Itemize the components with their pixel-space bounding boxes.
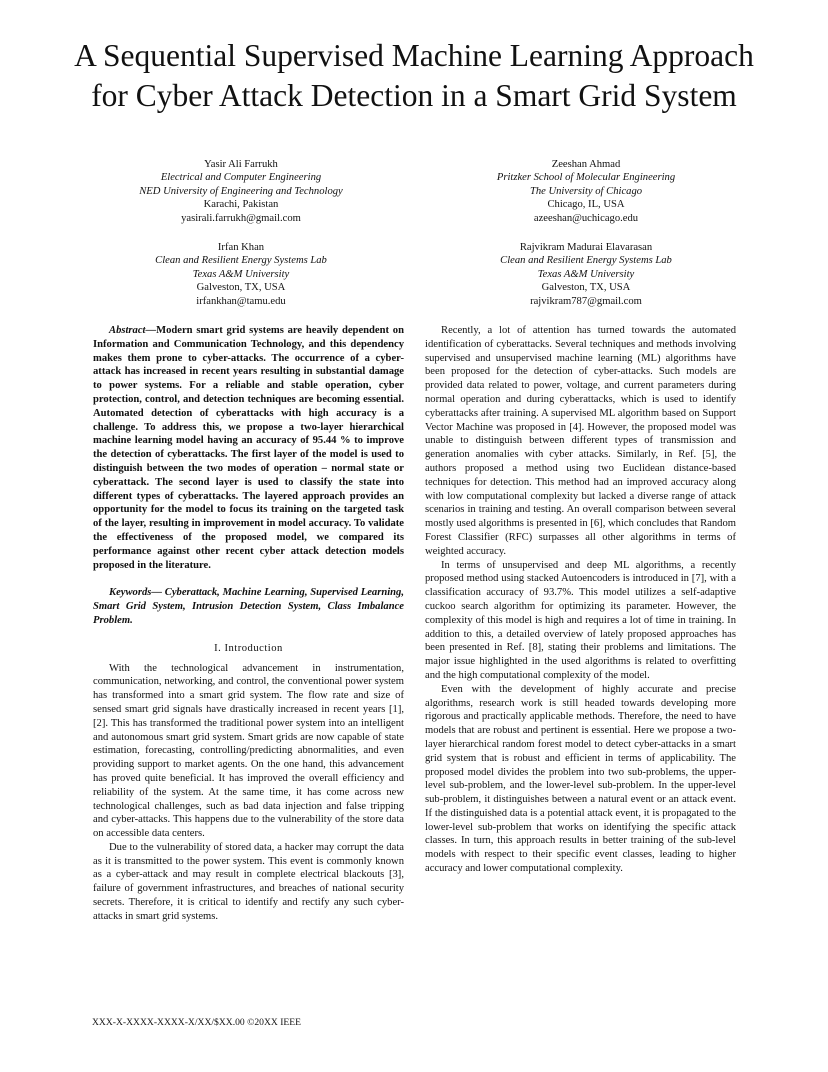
body-paragraph: Recently, a lot of attention has turned towards the automated identification of cyberattacks. Several techniques and methods involving supervised and unsupervised machine learning (ML) algorithms have been proposed for the detection of cyber-attacks. Such models are provided data related to power, voltage, and current parameters during normal operation and during cyberattacks, which is used to identify cyberattacks after training. A supervised ML algorithm based on Support Vector Machine was proposed in [4]. However, the proposed model was unable to distinguish between different types of transmission and generation anomalies with cyber attacks. Similarly, in Ref. [5], the authors proposed a method using two Euclidean distance-based techniques for detection. This method had an improved accuracy along with low computational complexity but lacked a diverse range of attack scenarios in training and testing. An overall comparison between several mostly used algorithms is presented in [6], which concludes that Random Forest Classifier (RFC) surpasses all other algorithms in terms of weighted accuracy. [425, 325, 736, 557]
right-column [425, 324, 736, 876]
author-block-1 [91, 158, 391, 225]
author-org: The University of Chicago [529, 185, 643, 197]
body-paragraph: Due to the vulnerability of stored data, a hacker may corrupt the data as it is transmitted to the power system. This event is commonly known as a cyber-attack and may result in complete electrical blackouts [3], failure of government infrastructures, and breaches of national security secrets. Therefore, it is critical to identify and rectify any such cyber-attacks in smart grid systems. [93, 841, 404, 922]
author-email: yasirali.farrukh@gmail.com [181, 212, 301, 224]
author-org: Texas A&M University [192, 268, 290, 280]
author-org: Texas A&M University [537, 268, 635, 280]
author-location: Galveston, TX, USA [541, 282, 631, 294]
author-email: irfankhan@tamu.edu [196, 295, 286, 307]
author-name: Rajvikram Madurai Elavarasan [519, 242, 653, 253]
abstract-text: —Modern smart grid systems are heavily dependent on Information and Communication Technology, and this dependency makes them prone to cyber-attacks. The occurrence of a cyber-attack has increased in recent years resulting in substantial damage to power systems. For a reliable and stable operation, cyber protection, control, and detection techniques are becoming essential. Automated detection of cyberattacks with high accuracy is a challenge. To address this, we propose a two-layer hierarchical machine learning model having an accuracy of 95.44 % to improve the detection of cyberattacks. The first layer of the model is used to distinguish between the two modes of operation – normal state or cyberattack. The second layer is used to classify the state into different types of cyberattacks. The layered approach provides an opportunity for the model to focus its training on the targeted task of the layer, resulting in improvement in model accuracy. To validate the effectiveness of the proposed model, we compared its performance against other recent cyber attack detection models proposed in the literature. [93, 325, 404, 571]
author-email: rajvikram787@gmail.com [530, 295, 642, 307]
author-location: Galveston, TX, USA [196, 282, 286, 294]
author-org: NED University of Engineering and Technology [139, 185, 343, 197]
author-block-3 [91, 241, 391, 308]
author-block-2 [436, 158, 736, 225]
author-block-4 [436, 241, 736, 308]
author-name: Irfan Khan [217, 242, 265, 253]
author-name: Yasir Ali Farrukh [204, 159, 278, 170]
body-paragraph: Even with the development of highly accurate and precise algorithms, research work is still headed towards developing more rigorous and practically applicable methods. Therefore, the need to have models that are robust and pertinent is essential. Here we propose a two-layer hierarchical random forest model to detect cyber-attacks in a smart grid system that is robust and efficient in terms of applicability. The proposed model divides the problem into two sub-problems, the upper-level sub-problem, and the lower-level sub-problem. In the upper-level sub-problem, it distinguishes between a natural event or an attack event. If the distinguished data is a potential attack event, it is propagated to the lower-level sub-problem that works on identifying the specific attack classes. In turn, this approach results in better training of the sub-level models with respect to their specific event classes, leading to higher accuracy and lower computational complexity. [425, 683, 736, 875]
body-paragraph: With the technological advancement in instrumentation, communication, networking, and control, the conventional power system has transformed into a smart grid system. The flow rate and size of sensed smart grid signals have drastically increased in recent years [1],[2]. This has transformed the traditional power system into an intelligent and autonomous smart grid system. Smart grids are now capable of state estimation, forecasting, controlling/predicting abnormalities, and even providing support to market agents. On the one hand, this advancement has proved quite beneficial. It has improved the overall efficiency and reliability of the system. At the same time, it has come across new technological challenges, such as bad data injection and false tripping and cyber-attacks. This happens due to the vulnerability of the store data on accessible data centers. [93, 662, 404, 840]
author-dept: Clean and Resilient Energy Systems Lab [155, 255, 327, 267]
abstract-lead: Abstract [109, 325, 146, 336]
author-email: azeeshan@uchicago.edu [533, 212, 639, 224]
author-dept: Electrical and Computer Engineering [160, 172, 322, 184]
keywords: Keywords— Cyberattack, Machine Learning, Supervised Learning, Smart Grid System, Intrusion Detection System, Class Imbalance Problem. [93, 587, 404, 626]
section-heading: I. Introduction [214, 642, 283, 654]
left-column [93, 324, 404, 924]
copyright-footer: XXX-X-XXXX-XXXX-X/XX/$XX.00 ©20XX IEEE [92, 1017, 301, 1028]
author-dept: Pritzker School of Molecular Engineering [496, 172, 676, 184]
author-dept: Clean and Resilient Energy Systems Lab [500, 255, 672, 267]
abstract [93, 324, 404, 572]
author-location: Karachi, Pakistan [203, 199, 279, 211]
author-location: Chicago, IL, USA [547, 199, 625, 211]
author-name: Zeeshan Ahmad [551, 159, 621, 170]
paper-title: A Sequential Supervised Machine Learning Approach for Cyber Attack Detection in a Smart Grid System [74, 38, 754, 113]
body-paragraph: In terms of unsupervised and deep ML algorithms, a recently proposed method using stacked Autoencoders is introduced in [7], with a classification accuracy of 93.7%. This model utilizes a self-adaptive cuckoo search algorithm for optimizing its parameter. However, the complexity of this model is high and requires a lot of time in training. In addition to this, a detailed overview of lately proposed approaches has been presented in Ref. [8], stating their problems and limitations. The major issue highlighted in the used algorithms is related to overfitting and the high computational complexity of the model. [425, 559, 736, 681]
